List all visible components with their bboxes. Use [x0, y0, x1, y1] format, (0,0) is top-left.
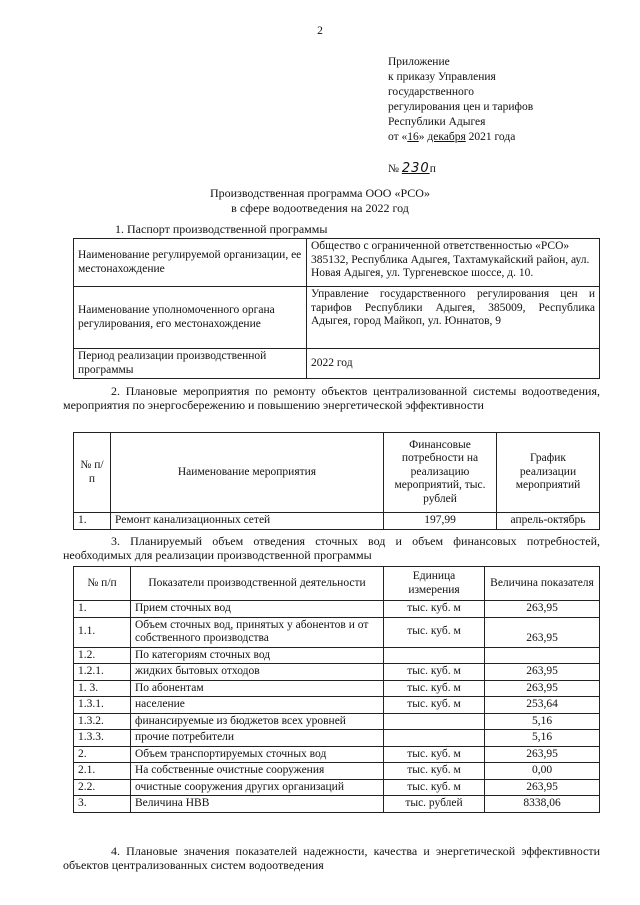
row-name: Ремонт канализационных сетей	[111, 513, 384, 530]
row-name: очистные сооружения других организаций	[131, 779, 384, 796]
col-header-value: Величина показателя	[485, 567, 600, 601]
row-value: 263,95	[485, 617, 600, 647]
row-unit: тыс. куб. м	[384, 746, 485, 763]
table-row	[74, 513, 600, 530]
table-row	[74, 239, 600, 287]
row-name: жидких бытовых отходов	[131, 664, 384, 681]
row-name: прочие потребители	[131, 730, 384, 747]
col-header-schedule: График реализации мероприятий	[497, 433, 600, 513]
row-value	[485, 647, 600, 664]
row-name: Величина НВВ	[131, 796, 384, 813]
row-value: 5,16	[485, 713, 600, 730]
row-value: 263,95	[485, 746, 600, 763]
appendix-block	[388, 55, 628, 177]
date-day: 16	[407, 131, 419, 143]
row-num: 2.1.	[74, 763, 131, 780]
section3-heading: 3. Планируемый объем отведения сточных вод и объем финансовых потребностей, необходимых для реализации производственной программы	[63, 534, 600, 562]
appendix-line: государственного	[388, 86, 474, 98]
appendix-date: от «16» декабря 2021 года	[388, 131, 516, 143]
page-number: 2	[317, 25, 323, 37]
col-header-unit: Единица измерения	[384, 567, 485, 601]
row-unit: тыс. куб. м	[384, 617, 485, 647]
row-name: По абонентам	[131, 680, 384, 697]
row-num: 3.	[74, 796, 131, 813]
row-unit: тыс. куб. м	[384, 779, 485, 796]
row-finance: 197,99	[384, 513, 497, 530]
row-value: 8338,06	[485, 796, 600, 813]
row-num: 1.2.	[74, 647, 131, 664]
passport-value: 2022 год	[307, 349, 600, 379]
row-name: На собственные очистные сооружения	[131, 763, 384, 780]
row-name: По категориям сточных вод	[131, 647, 384, 664]
row-unit: тыс. куб. м	[384, 601, 485, 618]
row-unit: тыс. куб. м	[384, 664, 485, 681]
table-row	[74, 730, 600, 747]
row-num: 1. 3.	[74, 680, 131, 697]
table-row	[74, 713, 600, 730]
section2-heading: 2. Плановые мероприятия по ремонту объектов централизованной системы водоотведения, мероприятия по энергосбережению и повышению энергетической эффективности	[63, 384, 600, 412]
appendix-line: регулирования цен и тарифов	[388, 101, 534, 113]
table-row	[74, 680, 600, 697]
table-row	[74, 647, 600, 664]
table-row	[74, 601, 600, 618]
row-unit: тыс. рублей	[384, 796, 485, 813]
appendix-line: к приказу Управления	[388, 71, 496, 83]
row-num: 1.3.3.	[74, 730, 131, 747]
appendix-line: Республики Адыгея	[388, 116, 486, 128]
row-value: 0,00	[485, 763, 600, 780]
row-unit	[384, 647, 485, 664]
section4-heading: 4. Плановые значения показателей надежности, качества и энергетической эффективности объектов централизованных систем водоотведения	[63, 844, 600, 872]
table-row	[74, 779, 600, 796]
row-unit: тыс. куб. м	[384, 697, 485, 714]
col-header-indicator: Показатели производственной деятельности	[131, 567, 384, 601]
table-row	[74, 697, 600, 714]
col-header-name: Наименование мероприятия	[111, 433, 384, 513]
row-num: 1.2.1.	[74, 664, 131, 681]
appendix-number: № 230п	[388, 161, 436, 176]
document-title: Производственная программа ООО «РСО» в сфере водоотведения на 2022 год	[210, 186, 430, 215]
table-row	[74, 287, 600, 349]
row-num: 1.1.	[74, 617, 131, 647]
row-num: 1.	[74, 513, 111, 530]
row-value: 263,95	[485, 779, 600, 796]
passport-value: Управление государственного регулирования цен и тарифов Республики Адыгея, 385009, Республика Адыгея, город Майкоп, ул. Юннатов, 9	[307, 287, 600, 349]
table-row	[74, 746, 600, 763]
row-num: 1.3.2.	[74, 713, 131, 730]
passport-label: Период реализации производственной программы	[74, 349, 307, 379]
row-name: население	[131, 697, 384, 714]
row-num: 1.	[74, 601, 131, 618]
row-unit	[384, 730, 485, 747]
passport-table	[73, 238, 600, 379]
table-row	[74, 617, 600, 647]
passport-value: Общество с ограниченной ответственностью «РСО» 385132, Республика Адыгея, Тахтамукайский район, аул. Новая Адыгея, ул. Тургеневское шоссе, д. 10.	[307, 239, 600, 287]
row-value: 263,95	[485, 601, 600, 618]
appendix-line: Приложение	[388, 56, 450, 68]
row-value: 253,64	[485, 697, 600, 714]
row-value: 5,16	[485, 730, 600, 747]
table-row	[74, 349, 600, 379]
table-header-row	[74, 567, 600, 601]
row-name: Объем транспортируемых сточных вод	[131, 746, 384, 763]
indicators-table	[73, 566, 600, 813]
section1-heading: 1. Паспорт производственной программы	[115, 222, 328, 236]
row-num: 1.3.1.	[74, 697, 131, 714]
col-header-num: № п/п	[74, 433, 111, 513]
row-name: Прием сточных вод	[131, 601, 384, 618]
row-name: Объем сточных вод, принятых у абонентов и от собственного производства	[131, 617, 384, 647]
table-row	[74, 796, 600, 813]
handwritten-number: 230	[401, 161, 430, 176]
measures-table	[73, 432, 600, 530]
table-row	[74, 664, 600, 681]
row-unit: тыс. куб. м	[384, 763, 485, 780]
table-header-row	[74, 433, 600, 513]
date-month: декабря	[427, 131, 466, 143]
row-num: 2.	[74, 746, 131, 763]
row-schedule: апрель-октябрь	[497, 513, 600, 530]
row-name: финансируемые из бюджетов всех уровней	[131, 713, 384, 730]
row-unit	[384, 713, 485, 730]
row-value: 263,95	[485, 680, 600, 697]
row-num: 2.2.	[74, 779, 131, 796]
col-header-finance: Финансовые потребности на реализацию мероприятий, тыс. рублей	[384, 433, 497, 513]
passport-label: Наименование регулируемой организации, ее местонахождение	[74, 239, 307, 287]
col-header-num: № п/п	[74, 567, 131, 601]
passport-label: Наименование уполномоченного органа регулирования, его местонахождение	[74, 287, 307, 349]
row-unit: тыс. куб. м	[384, 680, 485, 697]
row-value: 263,95	[485, 664, 600, 681]
table-row	[74, 763, 600, 780]
